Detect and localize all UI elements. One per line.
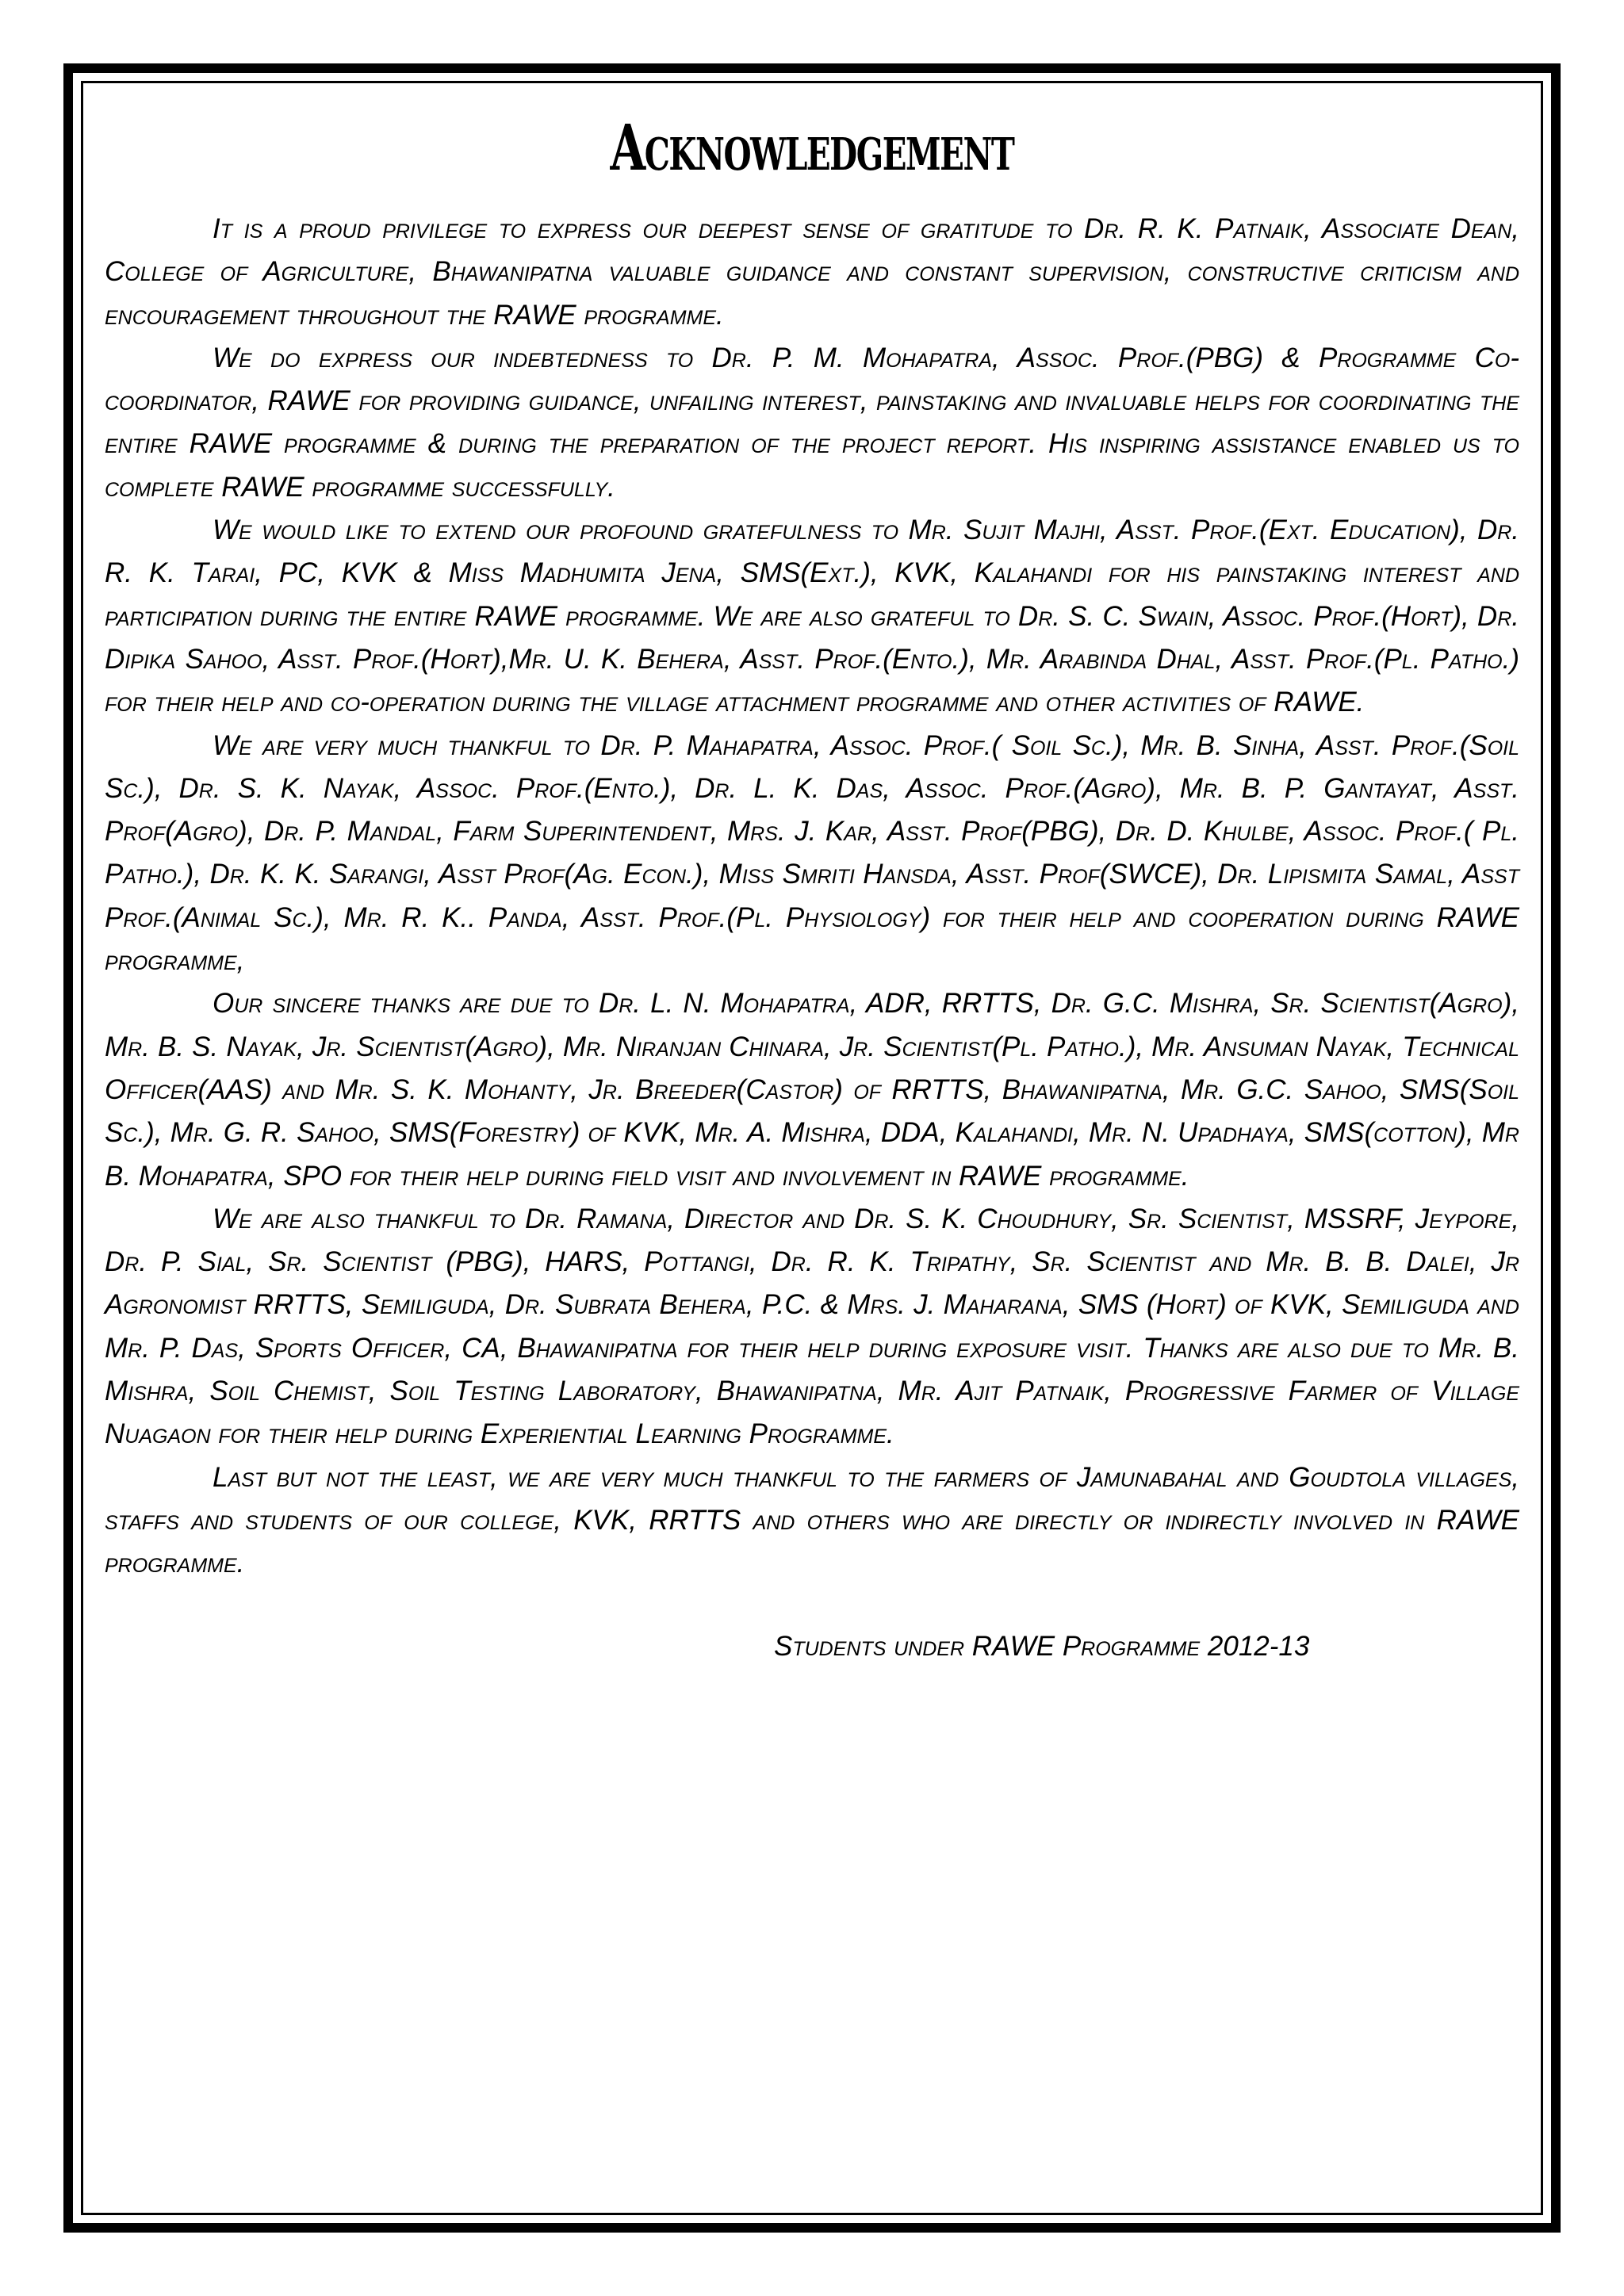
- signature: Students under RAWE Programme 2012-13: [774, 1630, 1310, 1662]
- document-body: [105, 103, 1519, 1668]
- paragraph-3: We would like to extend our profound gratefulness to Mr. Sujit Majhi, Asst. Prof.(Ext. Education), Dr. R. K. Tarai, PC, KVK & Miss Madhumita Jena, SMS(Ext.), KVK, Kalahandi for his painstaking interest and participation during the entire RAWE programme. We are also grateful to Dr. S. C. Swain, Assoc. Prof.(Hort), Dr. Dipika Sahoo, Asst. Prof.(Hort),Mr. U. K. Behera, Asst. Prof.(Ento.), Mr. Arabinda Dhal, Asst. Prof.(Pl. Patho.) for their help and co-operation during the village attachment programme and other activities of RAWE.: [105, 515, 1519, 718]
- paragraph-1: It is a proud privilege to express our deepest sense of gratitude to Dr. R. K. Patnaik, Associate Dean, College of Agriculture, Bhawanipatna valuable guidance and constant supervision, constructive criticism and encouragement throughout the RAWE programme.: [105, 213, 1519, 331]
- paragraph-7: Last but not the least, we are very much thankful to the farmers of Jamunabahal and Goudtola villages, staffs and students of our college, KVK, RRTTS and others who are directly or indirectly involved in RAWE programme.: [105, 1461, 1519, 1579]
- paragraph-6: We are also thankful to Dr. Ramana, Director and Dr. S. K. Choudhury, Sr. Scientist, MSSRF, Jeypore, Dr. P. Sial, Sr. Scientist (PBG), HARS, Pottangi, Dr. R. K. Tripathy, Sr. Scientist and Mr. B. B. Dalei, Jr Agronomist RRTTS, Semiliguda, Dr. Subrata Behera, P.C. & Mrs. J. Maharana, SMS (Hort) of KVK, Semiliguda and Mr. P. Das, Sports Officer, CA, Bhawanipatna for their help during exposure visit. Thanks are also due to Mr. B. Mishra, Soil Chemist, Soil Testing Laboratory, Bhawanipatna, Mr. Ajit Patnaik, Progressive Farmer of Village Nuagaon for their help during Experiential Learning Programme.: [105, 1203, 1519, 1450]
- paragraph-4: We are very much thankful to Dr. P. Mahapatra, Assoc. Prof.( Soil Sc.), Mr. B. Sinha, Asst. Prof.(Soil Sc.), Dr. S. K. Nayak, Assoc. Prof.(Ento.), Dr. L. K. Das, Assoc. Prof.(Agro), Mr. B. P. Gantayat, Asst. Prof(Agro), Dr. P. Mandal, Farm Superintendent, Mrs. J. Kar, Asst. Prof(PBG), Dr. D. Khulbe, Assoc. Prof.( Pl. Patho.), Dr. K. K. Sarangi, Asst Prof(Ag. Econ.), Miss Smriti Hansda, Asst. Prof(SWCE), Dr. Lipismita Samal, Asst Prof.(Animal Sc.), Mr. R. K.. Panda, Asst. Prof.(Pl. Physiology) for their help and cooperation during RAWE programme,: [105, 729, 1519, 977]
- page-title: Acknowledgement: [610, 110, 1014, 185]
- paragraph-5: Our sincere thanks are due to Dr. L. N. Mohapatra, ADR, RRTTS, Dr. G.C. Mishra, Sr. Scientist(Agro), Mr. B. S. Nayak, Jr. Scientist(Agro), Mr. Niranjan Chinara, Jr. Scientist(Pl. Patho.), Mr. Ansuman Nayak, Technical Officer(AAS) and Mr. S. K. Mohanty, Jr. Breeder(Castor) of RRTTS, Bhawanipatna, Mr. G.C. Sahoo, SMS(Soil Sc.), Mr. G. R. Sahoo, SMS(Forestry) of KVK, Mr. A. Mishra, DDA, Kalahandi, Mr. N. Upadhaya, SMS(cotton), Mr B. Mohapatra, SPO for their help during field visit and involvement in RAWE programme.: [105, 988, 1519, 1192]
- paragraph-2: We do express our indebtedness to Dr. P. M. Mohapatra, Assoc. Prof.(PBG) & Programme Co-coordinator, RAWE for providing guidance, unfailing interest, painstaking and invaluable helps for coordinating the entire RAWE programme & during the preparation of the project report. His inspiring assistance enabled us to complete RAWE programme successfully.: [105, 342, 1519, 503]
